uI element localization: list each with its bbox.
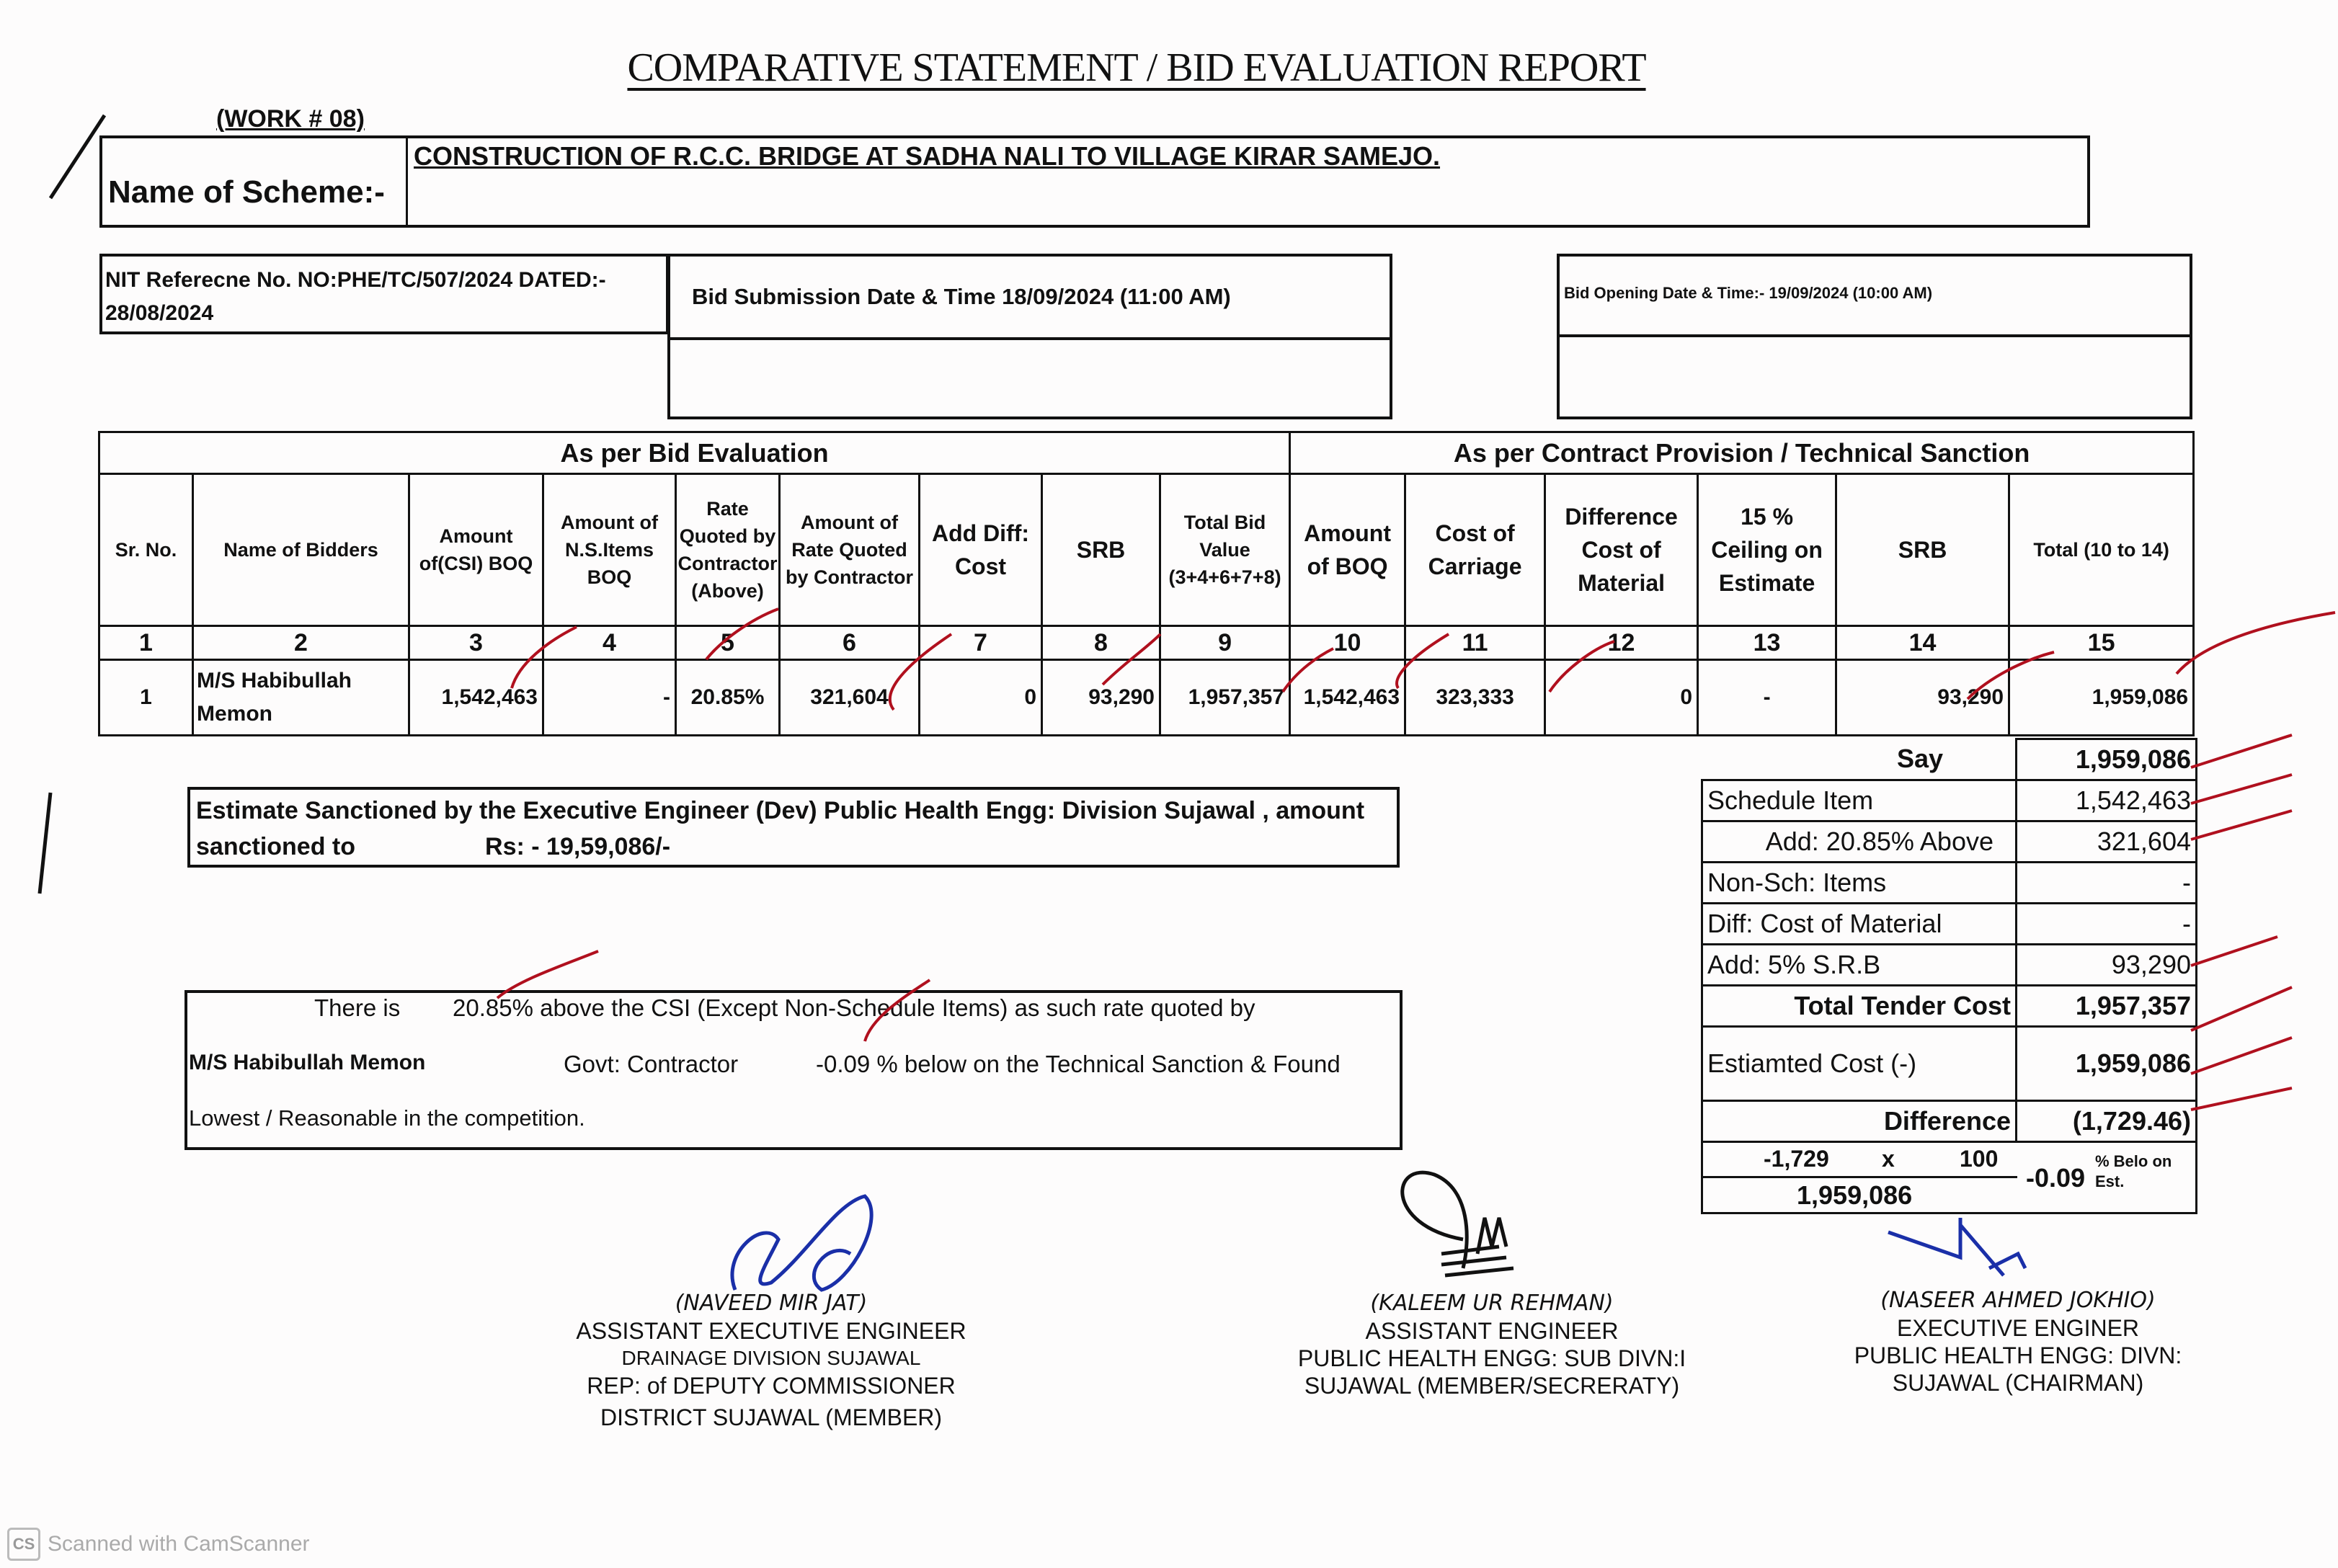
- table-row: [99, 660, 2194, 736]
- percentage-calc: [1702, 1142, 2197, 1213]
- cell-ceiling: -: [1698, 660, 1836, 736]
- bid-opening-date: Bid Opening Date & Time:- 19/09/2024 (10:00 AM): [1560, 257, 2190, 337]
- signatory-line: PUBLIC HEALTH ENGG: SUB DIVN:I: [1297, 1345, 1686, 1371]
- summary-label: Non-Sch: Items: [1702, 863, 2017, 904]
- signatory-line: SUJAWAL (CHAIRMAN): [1892, 1370, 2144, 1396]
- cell-csi-boq: 1,542,463: [409, 660, 543, 736]
- cell-add-diff: 0: [920, 660, 1042, 736]
- signatory-line: PUBLIC HEALTH ENGG: DIVN:: [1854, 1342, 2182, 1368]
- col-number: 4: [543, 626, 676, 660]
- col-number: 8: [1042, 626, 1160, 660]
- col-number: 14: [1836, 626, 2009, 660]
- scheme-name: CONSTRUCTION OF R.C.C. BRIDGE AT SADHA NALI TO VILLAGE KIRAR SAMEJO.: [414, 141, 1441, 171]
- sanction-label: sanctioned to: [196, 833, 356, 860]
- col-header: Amount of N.S.Items BOQ: [543, 474, 676, 626]
- remarks-line3: Lowest / Reasonable in the competition.: [189, 1105, 585, 1131]
- signatory-line: SUJAWAL (MEMBER/SECRERATY): [1304, 1373, 1680, 1399]
- signature-naveed: [732, 1196, 871, 1290]
- signatory-line: DRAINAGE DIVISION SUJAWAL: [621, 1347, 921, 1369]
- calc-numerator: -1,729: [1764, 1146, 1829, 1172]
- signatory-1: [548, 1290, 995, 1431]
- cell-srb: 93,290: [1042, 660, 1160, 736]
- cell-bidder: M/S Habibullah Memon: [193, 660, 409, 736]
- calc-result: -0.09: [2026, 1163, 2086, 1193]
- estimated-cost-value: 1,959,086: [2017, 1027, 2197, 1101]
- col-number: 9: [1160, 626, 1290, 660]
- signatory-2: [1268, 1290, 1715, 1399]
- col-number: 10: [1290, 626, 1405, 660]
- col-number: 15: [2009, 626, 2194, 660]
- calc-unit: % Belo on Est.: [2095, 1152, 2172, 1190]
- remarks-there-is: There is: [314, 994, 401, 1021]
- cell-amount-boq: 1,542,463: [1290, 660, 1405, 736]
- difference-label: Difference: [1702, 1101, 2017, 1142]
- cell-rate-amount: 321,604: [780, 660, 920, 736]
- summary-label: Schedule Item: [1702, 780, 2017, 821]
- col-header: SRB: [1042, 474, 1160, 626]
- signatory-3: [1816, 1287, 2220, 1396]
- remarks-bidder: M/S Habibullah Memon: [189, 1051, 426, 1074]
- signature-kaleem: [1403, 1172, 1514, 1275]
- camscanner-watermark: [7, 1528, 310, 1561]
- cell-rate-quoted: 20.85%: [676, 660, 780, 736]
- col-header: SRB: [1836, 474, 2009, 626]
- margin-marks: [40, 115, 105, 894]
- signatory-name: (KALEEM UR REHMAN): [1370, 1291, 1614, 1316]
- difference-value: (1,729.46): [2017, 1101, 2197, 1142]
- cell-sr: 1: [99, 660, 193, 736]
- say-label: Say: [1702, 739, 2017, 780]
- summary-value: 321,604: [2017, 821, 2197, 863]
- say-value: 1,959,086: [2017, 739, 2197, 780]
- col-number: 12: [1545, 626, 1698, 660]
- group-contract-provision: As per Contract Provision / Technical Sanction: [1290, 432, 2194, 474]
- report-title: COMPARATIVE STATEMENT / BID EVALUATION REPORT: [627, 45, 1646, 90]
- col-number: 5: [676, 626, 780, 660]
- sanction-line1: Estimate Sanctioned by the Executive Engineer (Dev) Public Health Engg: Division Sujawal , amount: [196, 797, 1365, 824]
- column-number-row: [99, 626, 2194, 660]
- summary-label: Add: 5% S.R.B: [1702, 945, 2017, 986]
- sanction-box: [187, 787, 1400, 868]
- cell-carriage: 323,333: [1405, 660, 1545, 736]
- calc-denominator: 1,959,086: [1797, 1180, 1913, 1210]
- nit-reference: [99, 254, 669, 334]
- col-header: Rate Quoted by Contractor (Above): [676, 474, 780, 626]
- calc-hundred: 100: [1960, 1146, 1999, 1172]
- scheme-box: [99, 135, 2090, 228]
- signature-naseer: [1888, 1218, 2025, 1275]
- total-tender-value: 1,957,357: [2017, 986, 2197, 1027]
- col-header: Difference Cost of Material: [1545, 474, 1698, 626]
- col-number: 3: [409, 626, 543, 660]
- col-number: 11: [1405, 626, 1545, 660]
- signatory-line: ASSISTANT ENGINEER: [1365, 1318, 1619, 1344]
- col-number: 7: [920, 626, 1042, 660]
- bid-submission-date: Bid Submission Date & Time 18/09/2024 (11:00 AM): [670, 257, 1390, 340]
- cell-total-bid: 1,957,357: [1160, 660, 1290, 736]
- cell-ns-items: -: [543, 660, 676, 736]
- signatory-line: ASSISTANT EXECUTIVE ENGINEER: [576, 1318, 966, 1344]
- bid-submission-box: [667, 254, 1392, 419]
- signatory-name: (NAVEED MIR JAT): [675, 1291, 868, 1316]
- sanction-amount: Rs: - 19,59,086/-: [485, 833, 671, 860]
- col-number: 13: [1698, 626, 1836, 660]
- total-tender-label: Total Tender Cost: [1702, 986, 2017, 1027]
- remarks-contractor-type: Govt: Contractor: [564, 1051, 739, 1077]
- col-number: 6: [780, 626, 920, 660]
- scheme-label: Name of Scheme:-: [102, 138, 408, 225]
- summary-value: 93,290: [2017, 945, 2197, 986]
- col-header: Amount of BOQ: [1290, 474, 1405, 626]
- signatory-line: DISTRICT SUJAWAL (MEMBER): [600, 1404, 943, 1430]
- summary-table: [1701, 738, 2197, 1214]
- estimated-cost-label: Estiamted Cost (-): [1702, 1027, 2017, 1101]
- bid-opening-box: [1557, 254, 2192, 419]
- watermark-text: Scanned with CamScanner: [48, 1532, 310, 1556]
- summary-label: Add: 20.85% Above: [1702, 821, 2017, 863]
- camscanner-logo-icon: CS: [7, 1528, 40, 1561]
- col-header: Cost of Carriage: [1405, 474, 1545, 626]
- summary-value: -: [2017, 904, 2197, 945]
- col-header: Amount of Rate Quoted by Contractor: [780, 474, 920, 626]
- signatory-line: REP: of DEPUTY COMMISSIONER: [587, 1373, 956, 1399]
- bid-evaluation-table: [98, 431, 2195, 736]
- remarks-line1: 20.85% above the CSI (Except Non-Schedule Items) as such rate quoted by: [453, 994, 1255, 1021]
- col-header: Name of Bidders: [193, 474, 409, 626]
- summary-value: -: [2017, 863, 2197, 904]
- cell-total-ts: 1,959,086: [2009, 660, 2194, 736]
- col-header: Amount of(CSI) BOQ: [409, 474, 543, 626]
- col-header: Total Bid Value (3+4+6+7+8): [1160, 474, 1290, 626]
- col-number: 2: [193, 626, 409, 660]
- remarks-box: [185, 990, 1403, 1150]
- col-header: Add Diff: Cost: [920, 474, 1042, 626]
- signatory-name: (NASEER AHMED JOKHIO): [1880, 1288, 2156, 1313]
- cell-diff-material: 0: [1545, 660, 1698, 736]
- col-header: 15 % Ceiling on Estimate: [1698, 474, 1836, 626]
- col-header: Total (10 to 14): [2009, 474, 2194, 626]
- work-number: (WORK # 08): [216, 105, 365, 133]
- nit-line1: NIT Referecne No. NO:PHE/TC/507/2024 DATED:-: [105, 268, 606, 292]
- col-number: 1: [99, 626, 193, 660]
- remarks-line2: -0.09 % below on the Technical Sanction & Found: [816, 1051, 1341, 1077]
- calc-times: x: [1882, 1146, 1895, 1172]
- col-header: Sr. No.: [99, 474, 193, 626]
- summary-label: Diff: Cost of Material: [1702, 904, 2017, 945]
- signatory-line: EXECUTIVE ENGINER: [1896, 1315, 2140, 1341]
- group-bid-evaluation: As per Bid Evaluation: [99, 432, 1290, 474]
- summary-value: 1,542,463: [2017, 780, 2197, 821]
- nit-line2: 28/08/2024: [105, 301, 214, 325]
- cell-srb-ts: 93,290: [1836, 660, 2009, 736]
